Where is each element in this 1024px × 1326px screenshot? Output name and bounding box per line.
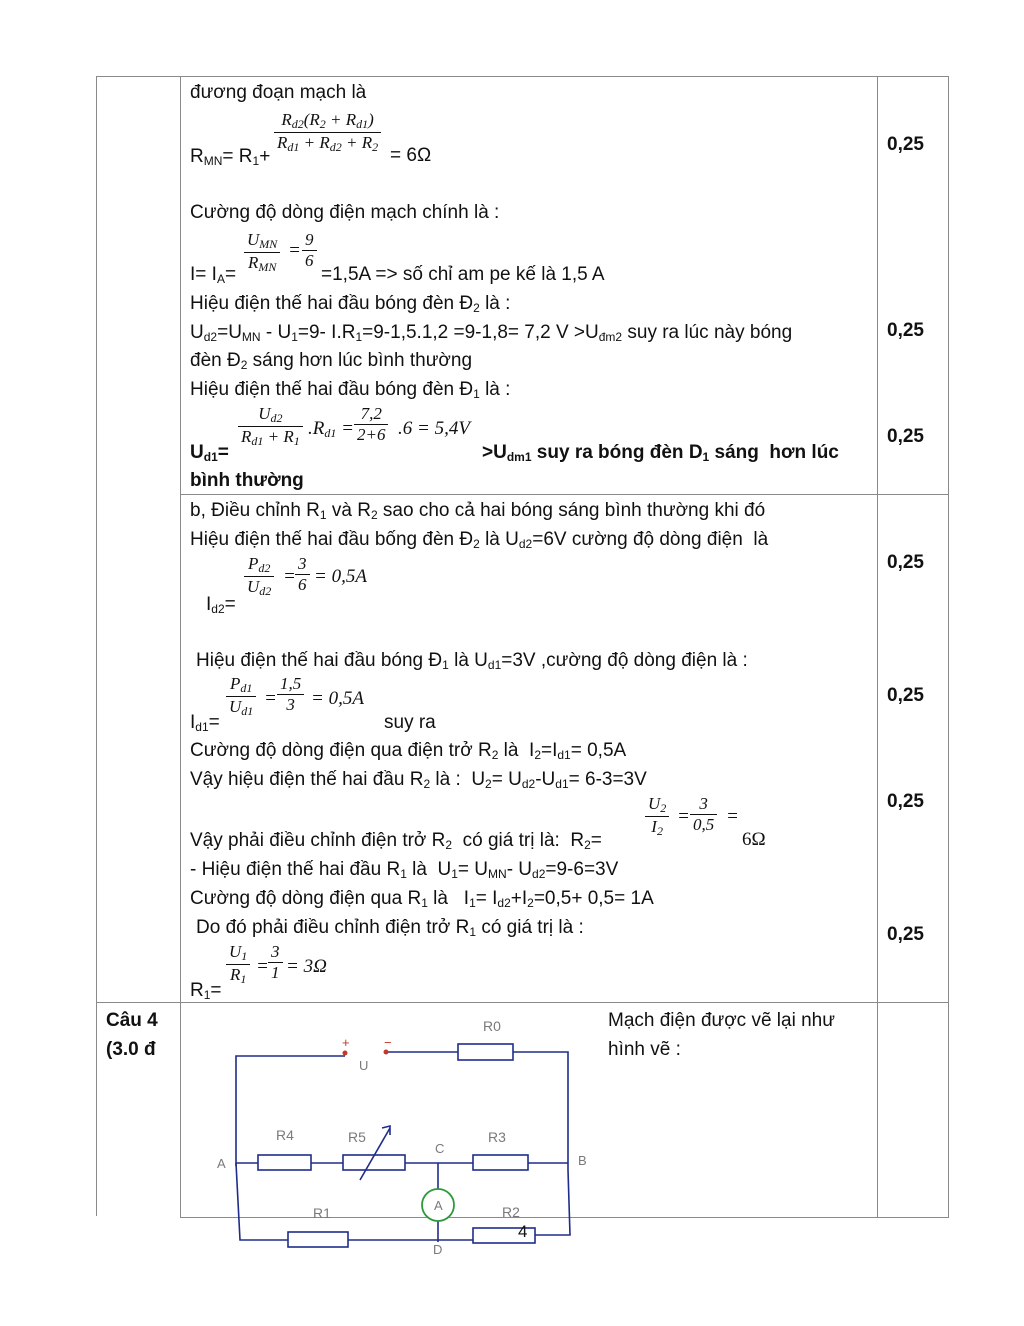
equals: = — [256, 956, 269, 977]
ud1-fraction-2: $\frac{7,2}{2+6}$ — [354, 404, 388, 445]
text-line: Vậy hiệu điện thế hai đầu $R_2$ là : $U_2= U_{d2}-U_{d1}= 6-3=3V$ — [190, 769, 647, 791]
table-col-left — [96, 76, 97, 1216]
id2-prefix: $I_{d2}=$ — [206, 594, 236, 616]
text-line: Hiệu điện thế hai đầu bóng $Đ_1$ là $U_{d1}=3V$ ,cường độ dòng điện là : — [196, 650, 748, 672]
text-line: đèn $Đ_2$ sáng hơn lúc bình thường — [190, 350, 473, 372]
id2-result: = 0,5A — [314, 566, 367, 587]
label-node-a: A — [217, 1156, 226, 1171]
rmn-prefix: $R_{MN}= R_1+$ — [190, 146, 271, 168]
id1-suffix: suy ra — [384, 712, 436, 733]
score: 0,25 — [887, 924, 924, 945]
label-node-b: B — [578, 1153, 587, 1168]
r1-prefix: $R_1=$ — [190, 980, 222, 1002]
score: 0,25 — [887, 134, 924, 155]
text-line: Cường độ dòng điện mạch chính là : — [190, 202, 500, 223]
id2-fraction-2: $\frac{3}{6}$ — [295, 554, 310, 595]
equals: = — [288, 240, 301, 261]
rmn-fraction: $\frac{R_{d2}(R_2 + R_{d1})}{R_{d1} + R_{d2} + R_2}$ — [274, 110, 381, 155]
id2-fraction: $\frac{P_{d2}}{U_{d2}}$ — [244, 554, 274, 599]
table-border-top — [96, 76, 949, 77]
label-r2: R2 — [502, 1204, 520, 1220]
label-ammeter: A — [434, 1198, 443, 1213]
label-r1: R1 — [313, 1205, 331, 1221]
equals: = — [264, 688, 277, 709]
r1-fraction: $\frac{U_1}{R_1}$ — [226, 942, 250, 987]
text-line: b, Điều chỉnh $R_1$ và $R_2$ sao cho cả hai bóng sáng bình thường khi đó — [190, 500, 766, 522]
text-line: Cường độ dòng điện qua điện trở $R_2$ là $I_2=I_{d1}= 0,5A$ — [190, 740, 627, 762]
r1-fraction-2: $\frac{3}{1}$ — [268, 942, 283, 983]
score: 0,25 — [887, 685, 924, 706]
i-fraction-2: $\frac{9}{6}$ — [302, 230, 317, 271]
table-col-3 — [877, 76, 878, 1218]
text-line: Cường độ dòng điện qua $R_1$ là $I_1= I_{d2}+I_2=0,5+ 0,5= 1A$ — [190, 888, 654, 910]
r2-fraction-2: $\frac{3}{0,5}$ — [690, 794, 717, 835]
label-r3: R3 — [488, 1129, 506, 1145]
i-fraction: $U_{MN}$ $R_{MN}$ — [244, 230, 280, 275]
id1-result: = 0,5A — [311, 688, 364, 709]
text-line: $U_{d2}=U_{MN} - U_1=9-$ $I.R_1=9-1,5.1,2 =9-1,8= 7,2$ $V >U_{đm2}$ suy ra lúc này bóng — [190, 322, 793, 344]
question-points: (3.0 đ — [106, 1039, 156, 1060]
label-u: U — [359, 1058, 369, 1073]
label-plus: + — [342, 1035, 350, 1050]
table-col-right — [948, 76, 949, 1218]
score: 0,25 — [887, 426, 924, 447]
id1-fraction: $\frac{P_{d1}}{U_{d1}}$ — [226, 674, 256, 719]
text-line: Hiệu điện thế hai đầu bóng đèn $Đ_2$ là : — [190, 293, 511, 315]
r2-result: 6Ω — [742, 829, 766, 850]
ud1-result: .6 = 5,4V — [398, 418, 470, 439]
text-line: Hiệu điện thế hai đầu bóng đèn $Đ_1$ là : — [190, 379, 511, 401]
id1-prefix: $I_{d1}=$ — [190, 712, 220, 734]
page-number: 4 — [518, 1222, 528, 1241]
text-line: Vậy phải điều chỉnh điện trở $R_2$ có giá trị là: $R_2=$ — [190, 830, 602, 852]
label-d: D — [433, 1242, 443, 1257]
score: 0,25 — [887, 552, 924, 573]
label-r5: R5 — [348, 1129, 366, 1145]
label-r0: R0 — [483, 1018, 501, 1034]
circuit-diagram — [200, 1010, 620, 1270]
equals: = — [283, 566, 296, 587]
label-c: C — [435, 1141, 445, 1156]
id1-fraction-2: $\frac{1,5}{3}$ — [277, 674, 304, 715]
text-line: đương đoạn mạch là — [190, 82, 367, 103]
ud1-fraction: $\frac{U_{d2}}{R_{d1} + R_1}$ — [238, 404, 303, 449]
i-result: =1,5A => số chỉ am pe kế là 1,5 A — [321, 264, 605, 285]
ud1-mid: $.R_{d1}$ = — [308, 418, 354, 440]
equals: = — [726, 806, 739, 827]
ud1-prefix: $U_{d1}=$ — [190, 442, 229, 464]
text-line: Hiệu điện thế hai đầu bống đèn $Đ_2$ là $U_{d2}=6V$ cường độ dòng điện là — [190, 529, 769, 551]
equals: = — [677, 806, 690, 827]
r1-result: = 3Ω — [286, 956, 327, 977]
text-line: Do đó phải điều chỉnh điện trở $R_1$ có giá trị là : — [196, 917, 584, 939]
i-prefix: $I= I_A=$ — [190, 264, 237, 286]
score: 0,25 — [887, 320, 924, 341]
table-col-2 — [180, 76, 181, 1218]
rmn-result: = 6Ω — [390, 145, 432, 166]
score: 0,25 — [887, 791, 924, 812]
ud1-conclusion-2: bình thường — [190, 470, 304, 491]
row-divider-2 — [96, 1002, 949, 1003]
r2-fraction: $\frac{U_2}{I_2}$ — [645, 794, 669, 839]
label-r4: R4 — [276, 1127, 294, 1143]
text-line: - Hiệu điện thế hai đầu $R_1$ là $U_1= U_{MN}-$ $U_{d2}=9-6=3V$ — [190, 859, 619, 881]
circuit-description-2: hình vẽ : — [608, 1039, 681, 1060]
question-title: Câu 4 — [106, 1010, 158, 1031]
ud1-conclusion: $>U_{dm1}$ suy ra bóng đèn $D_1$ sáng hơn lúc — [482, 442, 839, 464]
circuit-description: Mạch điện được vẽ lại như — [608, 1010, 835, 1031]
row-divider-1 — [180, 494, 949, 495]
label-minus: − — [384, 1035, 392, 1050]
